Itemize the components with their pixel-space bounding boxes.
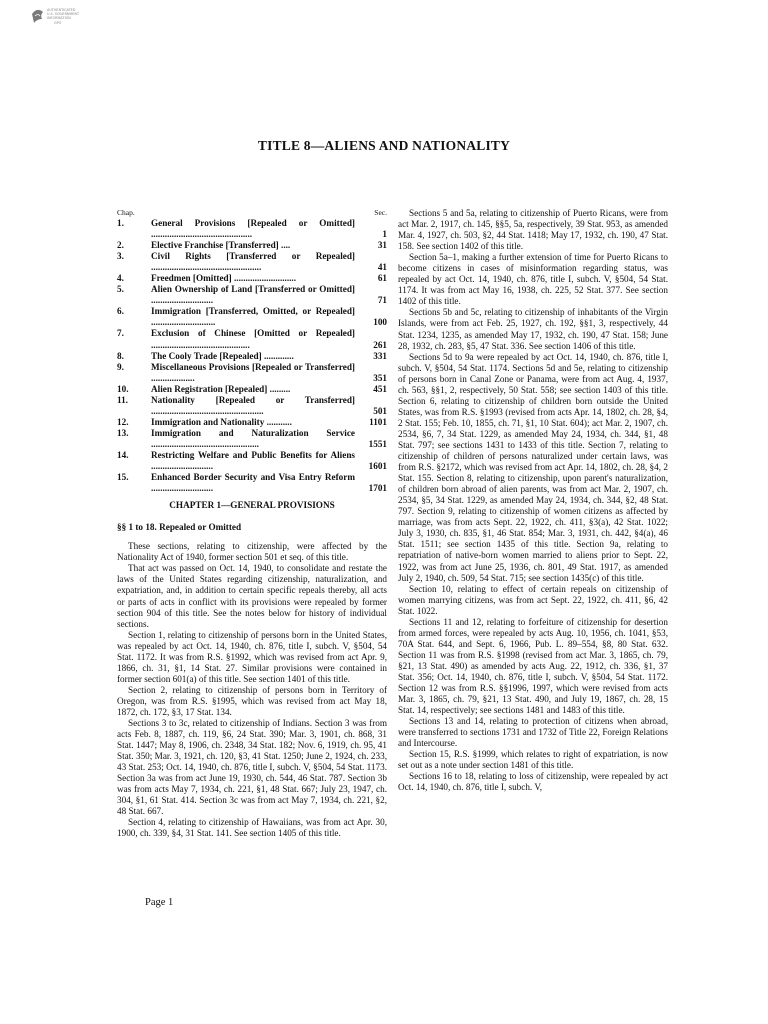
left-column (117, 208, 387, 840)
chap-column-label: Chap. (117, 208, 135, 217)
toc-chapter-number: 11. (117, 394, 128, 405)
toc-row (117, 362, 387, 384)
toc-section-number: 71 (377, 295, 387, 306)
right-column (398, 208, 668, 793)
chapter-heading: CHAPTER 1—GENERAL PROVISIONS (169, 500, 335, 511)
svg-text:U.S. GOVERNMENT: U.S. GOVERNMENT (47, 12, 80, 16)
toc-chapter-number: 2. (117, 240, 124, 251)
table-of-contents (117, 218, 387, 494)
body-paragraph: Sections 3 to 3c, related to citizenship of Indians. Section 3 was from acts Feb. 8, 1887, ch. 119, §6, 24 Stat. 390; Mar. 3, 1901, ch. 868, 31 Stat. 1447; May 8, 1906, ch. 2348, 34 Stat. 182; Nov. 6, 1919, ch. 95, 41 Stat. 350; Mar. 3, 1921, ch. 120, §3, 41 Stat. 1250; June 2, 1924, ch. 233, 43 Stat. 253; Oct. 14, 1940, ch. 876, title I, subch. V, §504, 54 Stat. 1173. Section 3a was from act June 19, 1930, ch. 544, 46 Stat. 787. Section 3b was from acts May 7, 1934, ch. 221, §1, 48 Stat. 667; July 23, 1947, ch. 304, §1, 61 Stat. 414. Section 3c was from act May 7, 1934, ch. 221, §2, 48 Stat. 667. (117, 718, 387, 817)
toc-section-number: 1601 (368, 461, 387, 472)
toc-chapter-number: 1. (117, 218, 124, 228)
toc-section-number: 1 (382, 229, 387, 240)
body-paragraph: Sections 11 and 12, relating to forfeiture of citizenship for desertion from armed forces, were repealed by acts Aug. 10, 1956, ch. 1041, §53, 70A Stat. 644, and Sept. 6, 1966, Pub. L. 89–554, §8, 80 Stat. 632. Section 11 was from R.S. §1998 (revised from act Mar. 3, 1865, ch. 79, §21, 13 Stat. 490) as amended by acts Aug. 22, 1912, ch. 336, §1, 37 Stat. 356; Oct. 14, 1940, ch. 876, title I, subch. V, §504, 54 Stat. 1172. Section 12 was from R.S. §§1996, 1997, which were revised from acts Mar. 3, 1865, ch. 79, §21, 13 Stat. 490, and July 19, 1867, ch. 28, 15 Stat. 14, respectively; see sections 1481 and 1483 of this title. (398, 616, 668, 716)
toc-section-number: 261 (373, 339, 387, 350)
toc-chapter-title: Nationality [Repealed or Transferred] ................................................. (151, 394, 355, 416)
body-paragraph: Section 5a–1, making a further extension of time for Puerto Ricans to become citizens in cases of misinformation regarding status, was repealed by act Oct. 14, 1940, ch. 876, title I, subch. V, §504, 54 Stat. 1174. It was from act May 16, 1938, ch. 225, 52 Stat. 377. See section 1402 of this title. (398, 252, 668, 307)
toc-chapter-title: Elective Franchise [Transferred] .... (151, 240, 291, 251)
toc-row (117, 284, 387, 306)
toc-section-number: 451 (373, 383, 387, 394)
body-paragraph: That act was passed on Oct. 14, 1940, to consolidate and restate the laws of the United States regarding citizenship, naturalization, and expatriation, and, in addition to certain specific repeals thereby, all acts or parts of acts in conflict with its provisions were repealed by former section 904 of this title. See the notes below for history of individual sections. (117, 563, 387, 629)
toc-chapter-title: Alien Ownership of Land [Transferred or Omitted] ........................... (151, 284, 355, 306)
toc-header (117, 208, 387, 218)
toc-chapter-number: 14. (117, 449, 129, 460)
toc-chapter-title: Civil Rights [Transferred or Repealed] ................................................ (151, 251, 355, 273)
toc-section-number: 351 (373, 372, 387, 383)
toc-chapter-title: Immigration and Naturalization Service ............................................... (151, 427, 355, 449)
toc-row (117, 395, 387, 417)
body-paragraph: These sections, relating to citizenship, were affected by the Nationality Act of 1940, former section 501 et seq. of this title. (117, 541, 387, 563)
toc-row (117, 428, 387, 450)
toc-chapter-number: 6. (117, 306, 124, 317)
body-paragraph: Section 10, relating to effect of certain repeals on citizenship of women marrying citizens, was from act Sept. 22, 1922, ch. 411, §6, 42 Stat. 1022. (398, 583, 668, 616)
toc-chapter-title: Alien Registration [Repealed] ......... (151, 383, 291, 394)
toc-section-number: 1701 (368, 483, 387, 494)
toc-chapter-number: 9. (117, 361, 124, 372)
toc-row (117, 240, 387, 251)
toc-row (117, 384, 387, 395)
body-paragraph: Sections 13 and 14, relating to protection of citizens when abroad, were transferred to sections 1731 and 1732 of Title 22, Foreign Relations and Intercourse. (398, 716, 668, 749)
toc-chapter-number: 12. (117, 416, 129, 427)
section-heading: §§ 1 to 18. Repealed or Omitted (117, 522, 242, 533)
svg-text:GPO: GPO (54, 21, 62, 25)
toc-chapter-number: 8. (117, 350, 124, 361)
toc-chapter-number: 15. (117, 472, 129, 483)
toc-chapter-title: Freedmen [Omitted] ........................... (151, 273, 297, 284)
toc-chapter-number: 3. (117, 251, 124, 262)
toc-chapter-title: The Cooly Trade [Repealed] ............. (151, 350, 294, 361)
body-paragraph: Sections 5d to 9a were repealed by act Oct. 14, 1940, ch. 876, title I, subch. V, §504, 54 Stat. 1174. Sections 5d and 5e, relating to citizenship of persons born in Canal Zone or Panama, were from act Aug. 4, 1937, ch. 563, §§1, 2, respectively, 50 Stat. 558; see section 1403 of this title. Section 6, relating to citizenship of children born outside the United States, was from R.S. §1993 (revised from acts Apr. 14, 1802, ch. 28, §4, 2 Stat. 155; Feb. 10, 1855, ch. 71, §1, 10 Stat. 604); act Mar. 2, 1907, ch. 2534, §6, 7, 34 Stat. 1229, as amended May 24, 1934, ch. 344, §1, 48 Stat. 797; see sections 1431 to 1433 of this title. Section 7, relating to citizenship of children of persons naturalized under certain laws, was from R.S. §2172, which was revised from act Apr. 14, 1802, ch. 28, §4, 2 Stat. 155. Section 8, relating to citizenship, upon parent's naturalization, of children born abroad of alien parents, was from act Mar. 2, 1907, ch. 2534, §5, 34 Stat. 1229, as amended May 24, 1934, ch. 344, §2, 48 Stat. 797. Section 9, relating to citizenship of women citizens as affected by marriage, was from acts Sept. 22, 1922, ch. 411, §3(a), 42 Stat. 1022; July 3, 1930, ch. 835, §1, 46 Stat. 854; Mar. 3, 1931, ch. 442, §4(a), 46 Stat. 1511; see section 1435 of this title. Section 9a, relating to repatriation of native-born women married to aliens prior to Sept. 22, 1922, was from act June 25, 1936, ch. 801, 49 Stat. 1917, as amended July 2, 1940, ch. 509, 54 Stat. 715; see section 1435(c) of this title. (398, 351, 668, 583)
toc-section-number: 331 (373, 350, 387, 361)
page-number: Page 1 (145, 897, 174, 908)
toc-chapter-title: Immigration [Transferred, Omitted, or Repealed] ............................ (151, 306, 355, 328)
toc-section-number: 61 (377, 273, 387, 284)
toc-row (117, 328, 387, 350)
svg-text:INFORMATION: INFORMATION (47, 16, 71, 20)
toc-row (117, 417, 387, 428)
toc-chapter-title: General Provisions [Repealed or Omitted] ............................................ (151, 218, 355, 240)
svg-text:AUTHENTICATED: AUTHENTICATED (47, 8, 76, 12)
body-paragraph: Section 4, relating to citizenship of Hawaiians, was from act Apr. 30, 1900, ch. 339, §4, 31 Stat. 141. See section 1405 of this title. (117, 817, 387, 839)
toc-section-number: 100 (373, 317, 387, 328)
body-paragraph: Sections 5 and 5a, relating to citizenship of Puerto Ricans, were from act Mar. 2, 1917, ch. 145, §§5, 5a, respectively, 39 Stat. 953, as amended Mar. 4, 1927, ch. 503, §2, 44 Stat. 1418; May 17, 1932, ch. 190, 47 Stat. 158. See section 1402 of this title. (398, 208, 668, 252)
toc-row (117, 306, 387, 328)
toc-chapter-title: Exclusion of Chinese [Omitted or Repealed] ........................................... (151, 328, 355, 350)
body-paragraph: Section 1, relating to citizenship of persons born in the United States, was repealed by act Oct. 14, 1940, ch. 876, title I, subch. V, §504, 54 Stat. 1172. It was from R.S. §1992, which was revised from act Apr. 9, 1866, ch. 31, §1, 14 Stat. 27. Similar provisions were contained in former section 601(a) of this title. See section 1401 of this title. (117, 629, 387, 684)
eagle-icon (32, 10, 43, 23)
toc-chapter-title: Miscellaneous Provisions [Repealed or Transferred] ................... (151, 361, 355, 383)
toc-chapter-title: Restricting Welfare and Public Benefits for Aliens ........................... (151, 449, 355, 472)
toc-section-number: 41 (377, 262, 387, 273)
right-body-text (398, 208, 668, 793)
title-heading: TITLE 8—ALIENS AND NATIONALITY (257, 138, 511, 153)
toc-section-number: 501 (373, 405, 387, 416)
toc-row (117, 450, 387, 472)
toc-chapter-number: 5. (117, 284, 124, 295)
gpo-authentication-seal (28, 4, 86, 32)
body-paragraph: Sections 16 to 18, relating to loss of citizenship, were repealed by act Oct. 14, 1940, ch. 876, title I, subch. V, (398, 771, 668, 793)
toc-chapter-title: Enhanced Border Security and Visa Entry Reform ........................... (151, 472, 355, 494)
toc-row (117, 218, 387, 240)
left-body-text (117, 541, 387, 839)
toc-section-number: 1551 (368, 438, 387, 449)
toc-chapter-number: 7. (117, 328, 124, 339)
toc-chapter-number: 10. (117, 383, 129, 394)
toc-chapter-number: 4. (117, 273, 124, 284)
body-paragraph: Sections 5b and 5c, relating to citizenship of inhabitants of the Virgin Islands, were from act Feb. 25, 1927, ch. 192, §§1, 3, respectively, 44 Stat. 1234, 1235, as amended May 17, 1932, ch. 190, 47 Stat. 158; June 28, 1932, ch. 283, §5, 47 Stat. 336. See section 1406 of this title. (398, 307, 668, 351)
sec-column-label: Sec. (374, 208, 387, 217)
toc-row (117, 251, 387, 273)
toc-row (117, 472, 387, 494)
toc-section-number: 31 (377, 240, 387, 251)
toc-row (117, 351, 387, 362)
body-paragraph: Section 15, R.S. §1999, which relates to right of expatriation, is now set out as a note under section 1481 of this title. (398, 749, 668, 771)
toc-row (117, 273, 387, 284)
toc-section-number: 1101 (369, 416, 387, 427)
body-paragraph: Section 2, relating to citizenship of persons born in Territory of Oregon, was from R.S. §1995, which was revised from act May 18, 1872, ch. 172, §3, 17 Stat. 134. (117, 684, 387, 717)
toc-chapter-title: Immigration and Nationality ........... (151, 416, 292, 427)
toc-chapter-number: 13. (117, 427, 129, 438)
